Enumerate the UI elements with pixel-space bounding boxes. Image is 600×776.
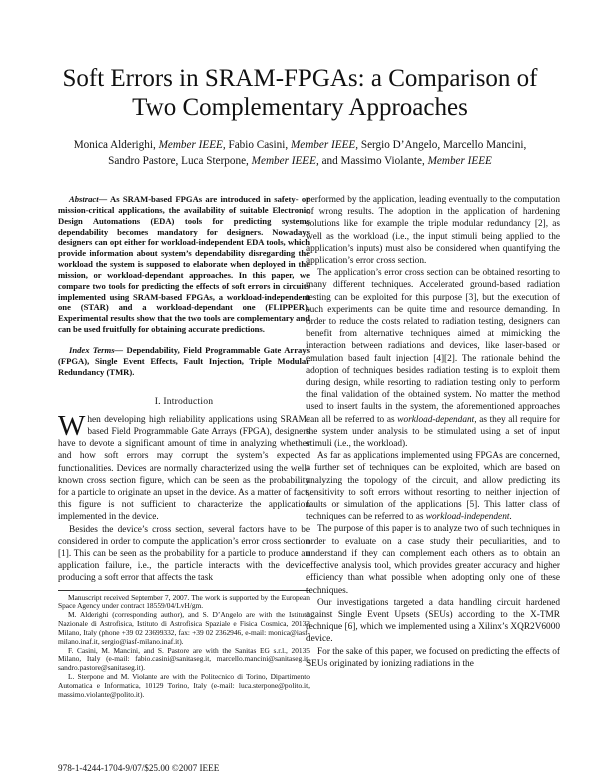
- left-column: [58, 194, 310, 700]
- right-paragraph-5: Our investigations targeted a data handling circuit hardened against Single Event Upsets (SEUs) according to the X-TMR technique [6], which we implemented using a Xilinx’s XQR2V6000 device.: [306, 597, 560, 645]
- index-terms-lead: Index Terms—: [69, 344, 124, 355]
- copyright-notice: 978-1-4244-1704-9/07/$25.00 ©2007 IEEE: [58, 763, 220, 773]
- author-list: [60, 138, 540, 169]
- title-line-2: Two Complementary Approaches: [132, 94, 468, 121]
- author-1-membership: Member IEEE,: [158, 139, 226, 151]
- intro-paragraph-1: [58, 409, 310, 524]
- right-paragraph-6: For the sake of this paper, we focused on predicting the effects of SEUs originated by ionizing radiations in the: [306, 646, 560, 669]
- footnote-manuscript: Manuscript received September 7, 2007. The work is supported by the European Space Agency under contract 18559/04/LvH/gm.: [58, 592, 310, 611]
- right-paragraph-2-text: The application’s error cross section can be obtained resorting to many different techniques. Accelerated ground-based radiation testing can be exploited for this purpose [3], but the execution of such experiments can be quite time and resource demanding. In order to reduce the costs related to radiation testing, designers can benefit from alternative techniques aimed at mimicking the interaction between radiations and devices, like laser-based or emulation based fault injection [4][2]. The rationale behind the adoption of techniques besides radiation testing is to exploit them during design, while resorting to radiation testing only to perform the final validation of the obtained system. No matter the method used to insert faults in the system, the aforementioned approaches can all be referred to as: [306, 268, 560, 425]
- right-column: [306, 194, 560, 670]
- index-terms-text: Dependability, Field Programmable Gate Arrays (FPGA), Single Event Effects, Fault Injection, Triple Modular Redundancy (TMR).: [58, 344, 310, 377]
- intro-paragraph-2: Besides the device’s cross section, several factors have to be considered in order to compute the application’s error cross section [1]. This can be seen as the probability for a particle to produce an application failure, i.e., the particle interacts with the device producing a soft error that affects the task: [58, 524, 310, 584]
- abstract-text: As SRAM-based FPGAs are introduced in safety- or mission-critical applications, the availability of suitable Electronic Design Automations (EDA) tools for predicting systems dependability becomes mandatory for designers. Nowadays designers can opt either for workload-independent EDA tools, which provide information about system’s dependability disregarding the workload the system is supposed to elaborate when deployed in the mission, or workload-dependant approaches. In this paper, we compare two tools for predicting the effects of soft errors in circuits implemented using SRAM-based FPGAs, a workload-independent one (STAR) and a workload-dependant one (FLIPPER). Experimental results show that the two tools are complementary and can be used fruitfully for obtaining accurate predictions.: [58, 194, 310, 335]
- paper-title: [40, 64, 560, 122]
- index-terms: [58, 345, 310, 378]
- drop-cap: W: [58, 409, 86, 442]
- footnotes: [58, 590, 310, 700]
- right-paragraph-4: The purpose of this paper is to analyze two of such techniques in order to evaluate on a case study their peculiarities, and to understand if they can complement each others as to obtain an effective analysis tool, which provides greater accuracy and higher efficiency than what possible when adopting only one of these techniques.: [306, 524, 560, 596]
- section-heading-introduction: I. Introduction: [154, 395, 214, 407]
- author-2-membership: Member IEEE,: [290, 139, 359, 151]
- right-paragraph-3-text: As far as applications implemented using FPGAs are concerned, a further set of techniques can be exploited, which are based on analyzing the topology of the circuit, and allow predicting its sensitivity to soft errors without resorting to neither injection of faults or simulation of the applications [5]. This latter class of techniques can be referred to as: [306, 451, 560, 523]
- footnote-casini: F. Casini, M. Mancini, and S. Pastore are with the Sanitas EG s.r.l., 20135 Milano, Italy (e-mail: fabio.casini@sanitaseg.it, marcello.mancini@sanitaseg.it, sandro.pastore@sanitaseg.it).: [58, 645, 310, 673]
- right-paragraph-2-emphasis: workload-dependant: [397, 414, 475, 425]
- abstract: [58, 194, 310, 335]
- author-4: Sandro Pastore, Luca Sterpone,: [108, 154, 249, 167]
- right-paragraph-3-emphasis: workload-independent: [425, 512, 510, 523]
- author-1: Monica Alderighi,: [73, 139, 156, 151]
- right-paragraph-3: [306, 450, 560, 523]
- footnote-sterpone: L. Sterpone and M. Violante are with the Politecnico di Torino, Dipartimento Automatica e Informatica, 10129 Torino, Italy (e-mail: luca.sterpone@polito.it, massimo.violante@polito.it).: [58, 672, 310, 699]
- footnote-alderighi: M. Alderighi (corresponding author), and S. D’Angelo are with the Istituto Nazionale di Astrofisica, Istituto di Astrofisica Spaziale e Fisica Cosmica, 20133 Milano, Italy (phone +39 02 23699332, fax: +39 02 2362946, e-mail: monica@iasf-milano.inaf.it, sergio@iasf-milano.inaf.it).: [58, 610, 310, 646]
- intro-paragraph-1-text: hen developing high reliability applications using SRAM-based Field Programmable Gate Arrays (FPGA), designers have to devote a significant amount of time in analyzing whether and how soft errors may corrupt the system’s expected functionalities. Devices are normally characterized using the well-known cross section figure, which can be seen as the probability for a particle to originate an upset in the device. As a matter of fact, this figure is not sufficient to characterize the application implemented in the device.: [58, 414, 310, 523]
- author-3: Sergio D’Angelo, Marcello Mancini,: [360, 139, 527, 151]
- right-paragraph-1: performed by the application, leading eventually to the computation of wrong results. The adoption in the application of hardening solutions like for example the triple modular redundancy [2], as well as the workload (i.e., the input stimuli being applied to the application’s inputs) must also be considered when quantifying the application’s error cross section.: [306, 195, 560, 267]
- right-paragraph-2-end: , as they all require for the system under analysis to be stimulated using a set of input stimuli (i.e., the workload).: [306, 414, 560, 450]
- author-5: and Massimo Violante,: [321, 154, 425, 167]
- title-line-1: Soft Errors in SRAM-FPGAs: a Comparison of: [62, 65, 538, 92]
- author-4-membership: Member IEEE,: [251, 154, 319, 167]
- right-paragraph-2: [306, 267, 560, 450]
- abstract-lead: Abstract—: [69, 194, 108, 204]
- author-2: Fabio Casini,: [228, 139, 289, 151]
- right-paragraph-3-end: .: [509, 512, 512, 523]
- author-5-membership: Member IEEE: [427, 154, 492, 167]
